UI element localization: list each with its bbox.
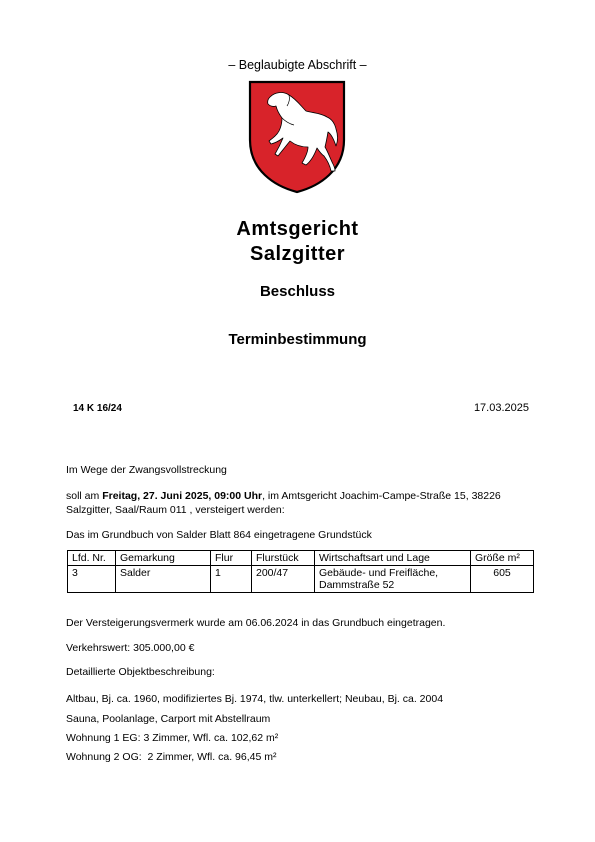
cell-lage-line2: Dammstraße 52 bbox=[319, 579, 395, 591]
intro-text: Im Wege der Zwangsvollstreckung bbox=[66, 464, 227, 476]
col-header-flur: Flur bbox=[211, 551, 252, 566]
court-name-line2: Salzgitter bbox=[249, 243, 346, 265]
court-name-line1: Amtsgericht bbox=[236, 218, 359, 240]
cell-nr: 3 bbox=[68, 566, 116, 593]
cell-lage bbox=[315, 566, 471, 593]
cell-flur: 1 bbox=[211, 566, 252, 593]
col-header-lage: Wirtschaftsart und Lage bbox=[315, 551, 471, 566]
col-header-gemarkung: Gemarkung bbox=[116, 551, 211, 566]
cell-groesse: 605 bbox=[471, 566, 534, 593]
description-line-3: Wohnung 1 EG: 3 Zimmer, Wfl. ca. 102,62 m² bbox=[66, 732, 279, 744]
document-type: Beschluss bbox=[259, 283, 336, 300]
table-header-row bbox=[68, 551, 534, 566]
description-line-4: Wohnung 2 OG: 2 Zimmer, Wfl. ca. 96,45 m² bbox=[66, 751, 277, 763]
description-title: Detaillierte Objektbeschreibung: bbox=[66, 666, 215, 678]
cell-gemarkung: Salder bbox=[116, 566, 211, 593]
vermerk-text: Der Versteigerungsvermerk wurde am 06.06.2024 in das Grundbuch eingetragen. bbox=[66, 617, 446, 629]
document-date: 17.03.2025 bbox=[473, 402, 529, 414]
case-number: 14 K 16/24 bbox=[73, 403, 122, 414]
auction-text-post: , im Amtsgericht Joachim-Campe-Straße 15, 38226 Salzgitter, Saal/Raum 011 , versteigert werden: bbox=[66, 490, 501, 516]
cell-lage-line1: Gebäude- und Freifläche, bbox=[319, 567, 439, 579]
document-subject: Terminbestimmung bbox=[228, 331, 367, 348]
col-header-nr: Lfd. Nr. bbox=[68, 551, 116, 566]
property-table bbox=[67, 550, 534, 593]
cell-flurstueck: 200/47 bbox=[252, 566, 315, 593]
certified-copy-note: – Beglaubigte Abschrift – bbox=[228, 58, 367, 72]
col-header-groesse: Größe m² bbox=[471, 551, 534, 566]
grundbuch-text: Das im Grundbuch von Salder Blatt 864 eingetragene Grundstück bbox=[66, 529, 372, 541]
lower-saxony-horse-icon bbox=[248, 80, 346, 194]
description-line-1: Altbau, Bj. ca. 1960, modifiziertes Bj. 1974, tlw. unterkellert; Neubau, Bj. ca. 2004 bbox=[66, 693, 444, 705]
auction-text-pre: soll am bbox=[66, 490, 103, 502]
auction-date: Freitag, 27. Juni 2025, 09:00 Uhr bbox=[102, 490, 263, 502]
auction-date-paragraph bbox=[66, 489, 536, 517]
table-row bbox=[68, 566, 534, 593]
col-header-flurstueck: Flurstück bbox=[252, 551, 315, 566]
description-line-2: Sauna, Poolanlage, Carport mit Abstellraum bbox=[66, 713, 271, 725]
verkehrswert-text: Verkehrswert: 305.000,00 € bbox=[66, 642, 195, 654]
